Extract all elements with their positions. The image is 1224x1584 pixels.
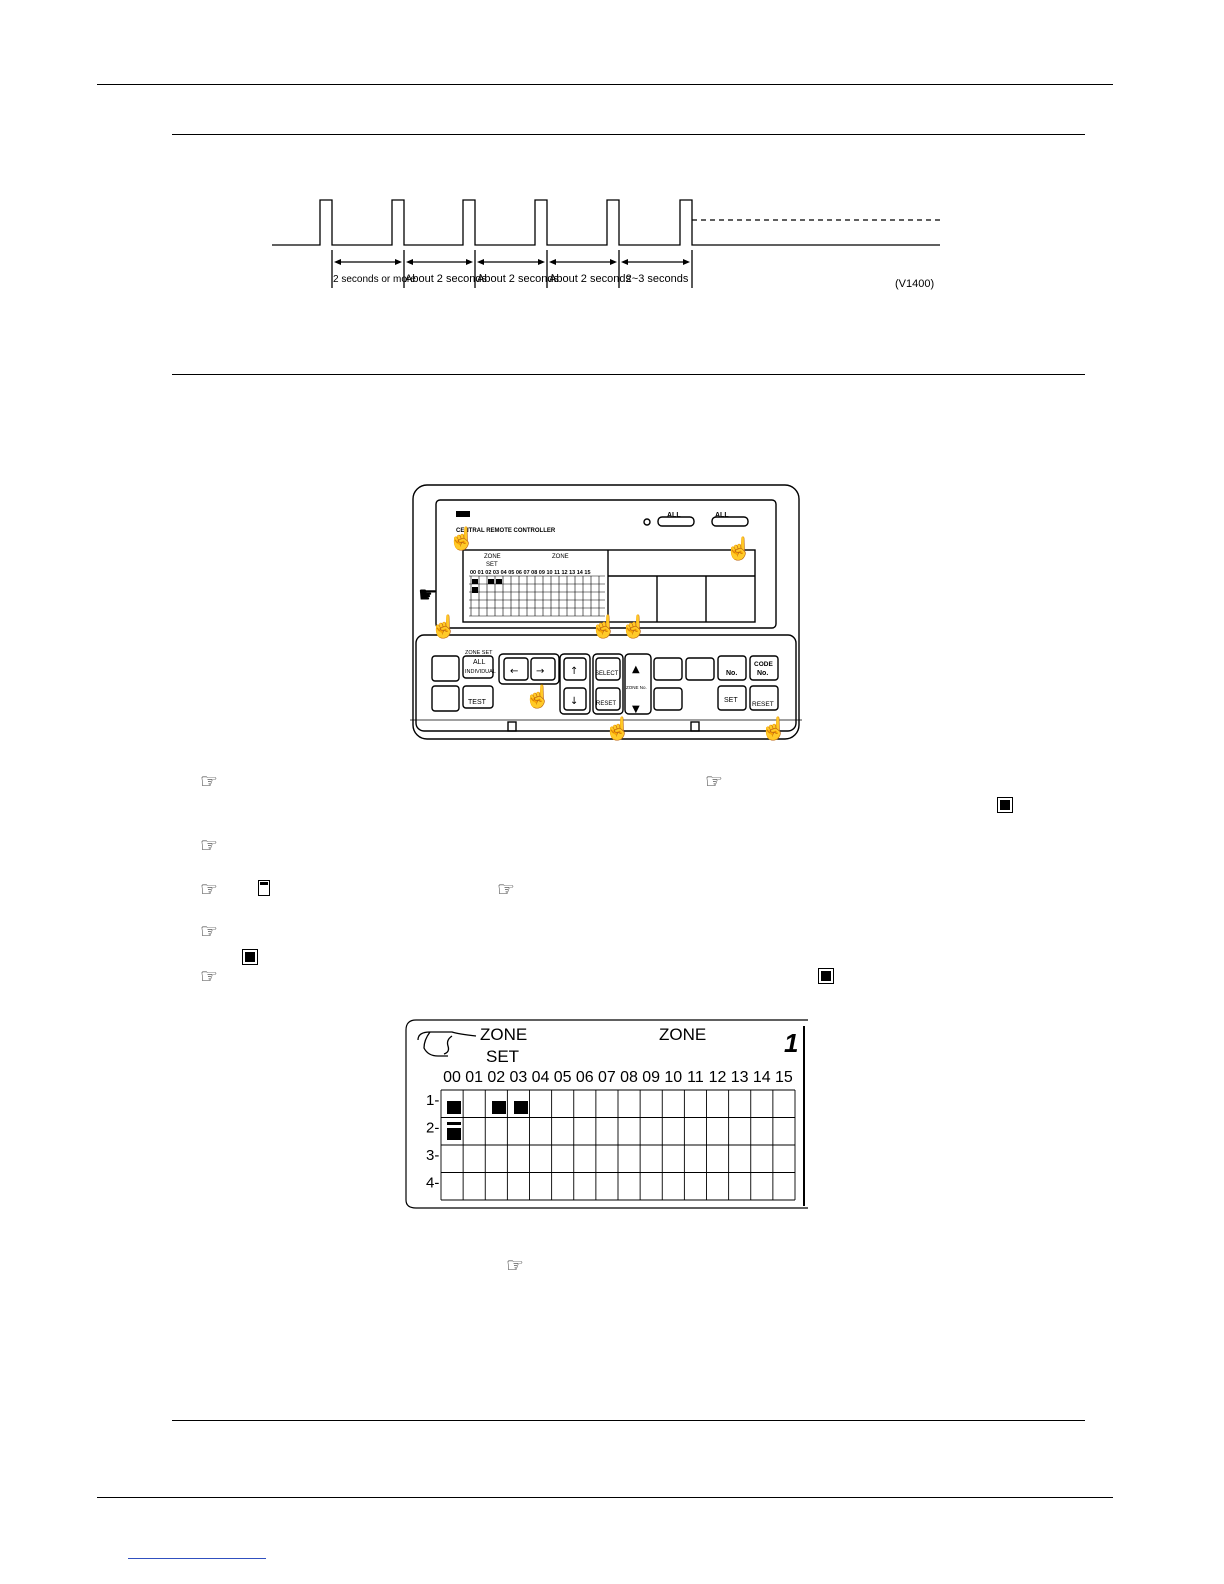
set-button-label[interactable]: SET <box>724 697 738 704</box>
figure-code: (V1400) <box>895 278 935 290</box>
segment-label-3: About 2 seconds <box>549 273 631 285</box>
pointing-hand-icon: ☞ <box>200 966 218 988</box>
lcd-column-label: 15 <box>775 1069 793 1086</box>
lcd-column-label: 11 <box>687 1069 704 1086</box>
lcd-row-label: 4- <box>426 1174 440 1192</box>
central-remote-controller <box>410 482 802 744</box>
footer-link-underline[interactable] <box>128 1558 266 1559</box>
svg-text:▼: ▼ <box>632 704 640 715</box>
segment-label-1: About 2 seconds <box>405 273 487 285</box>
reset-button-label[interactable]: RESET <box>596 701 617 707</box>
filled-square-icon <box>997 797 1013 813</box>
zoom-zone-set-2: SET <box>486 1047 520 1066</box>
lcd-column-label: 03 <box>509 1069 528 1086</box>
svg-text:↓: ↓ <box>570 696 579 707</box>
footer-rule <box>97 1497 1113 1498</box>
lcd-column-label: 01 <box>465 1069 484 1086</box>
pointing-hand-icon: ☝ <box>620 614 648 639</box>
pointing-hand-icon: ☞ <box>705 771 723 793</box>
lcd-row-label: 2- <box>426 1119 440 1137</box>
pointing-hand-icon: ☝ <box>430 614 458 639</box>
pointing-hand-icon: ☞ <box>200 835 218 857</box>
svg-text:→: → <box>536 666 545 677</box>
pointing-hand-icon: ☞ <box>506 1255 524 1277</box>
lcd-column-label: 08 <box>620 1069 638 1086</box>
test-button-label[interactable]: TEST <box>468 699 486 706</box>
lcd-column-label: 05 <box>553 1069 572 1086</box>
pointing-hand-icon: ☝ <box>725 536 753 561</box>
pointing-hand-icon: ☛ <box>418 582 438 607</box>
lcd-column-label: 02 <box>487 1069 506 1086</box>
pointing-hand-icon: ☞ <box>200 921 218 943</box>
zoom-digit: 1 <box>784 1028 799 1058</box>
pointing-hand-icon: ☞ <box>200 771 218 793</box>
pointing-hand-icon: ☝ <box>448 526 476 551</box>
lcd-column-label: 06 <box>575 1069 594 1086</box>
pointing-hand-icon: ☝ <box>604 716 632 741</box>
pointing-hand-icon: ☞ <box>200 879 218 901</box>
zone-no-label: ZONE No. <box>626 685 647 690</box>
zone-set-lcd-zoom <box>404 1018 810 1212</box>
lcd-columns: 00 01 02 03 04 05 06 07 08 09 10 11 12 13 14 15 <box>470 570 591 576</box>
section-rule-2 <box>172 374 1085 375</box>
reset2-button-label[interactable]: RESET <box>752 701 774 708</box>
code-button-label-2[interactable]: No. <box>757 670 769 677</box>
segment-label-4: 2~3 seconds <box>625 273 689 285</box>
all-off-label: ALL <box>715 512 729 519</box>
filled-square-icon <box>242 949 258 965</box>
svg-text:▲: ▲ <box>632 664 640 675</box>
lcd-row-label: 1- <box>426 1092 440 1109</box>
zoom-zone: ZONE <box>659 1025 707 1044</box>
controller-title: CENTRAL REMOTE CONTROLLER <box>456 528 556 534</box>
lcd-zone-label: ZONE <box>484 554 501 560</box>
lcd-column-label: 00 <box>443 1069 461 1086</box>
lcd-column-label: 14 <box>752 1069 771 1086</box>
filled-square-icon <box>818 968 834 984</box>
header-rule <box>97 84 1113 85</box>
svg-text:←: ← <box>510 666 519 677</box>
pointing-hand-icon: ☝ <box>590 614 618 639</box>
lcd-column-label: 12 <box>708 1069 727 1086</box>
lcd-column-label: 04 <box>531 1069 550 1086</box>
select-button-label[interactable]: SELECT <box>595 671 619 677</box>
segment-label-0: 2 seconds or more <box>333 274 416 285</box>
top-bar-square-icon <box>258 880 270 896</box>
segment-label-2: About 2 seconds <box>477 273 559 285</box>
lcd-column-label: 09 <box>642 1069 661 1086</box>
svg-text:↑: ↑ <box>570 666 579 677</box>
lcd-row-label: 3- <box>426 1147 440 1164</box>
all-button-label[interactable]: ALL <box>473 659 486 666</box>
section-rule-3 <box>172 1420 1085 1421</box>
pointing-hand-icon: ☞ <box>497 879 515 901</box>
code-button-label-1[interactable]: CODE <box>754 661 773 668</box>
pointing-hand-icon: ☝ <box>760 716 788 741</box>
lcd-zone-label-2: ZONE <box>552 554 569 560</box>
pointing-hand-icon: ☝ <box>524 684 552 709</box>
lcd-column-label: 13 <box>730 1069 749 1086</box>
all-on-label: ALL <box>667 512 681 519</box>
zone-set-button-label: ZONE SET <box>465 650 493 656</box>
lcd-set-label: SET <box>486 562 498 568</box>
no-button-label[interactable]: No. <box>726 670 738 677</box>
lcd-column-label: 10 <box>664 1069 683 1086</box>
zoom-zone-set-1: ZONE <box>480 1025 528 1044</box>
lcd-column-label: 07 <box>598 1069 616 1086</box>
section-rule-1 <box>172 134 1085 135</box>
individual-button-label[interactable]: INDIVIDUAL <box>465 669 496 675</box>
